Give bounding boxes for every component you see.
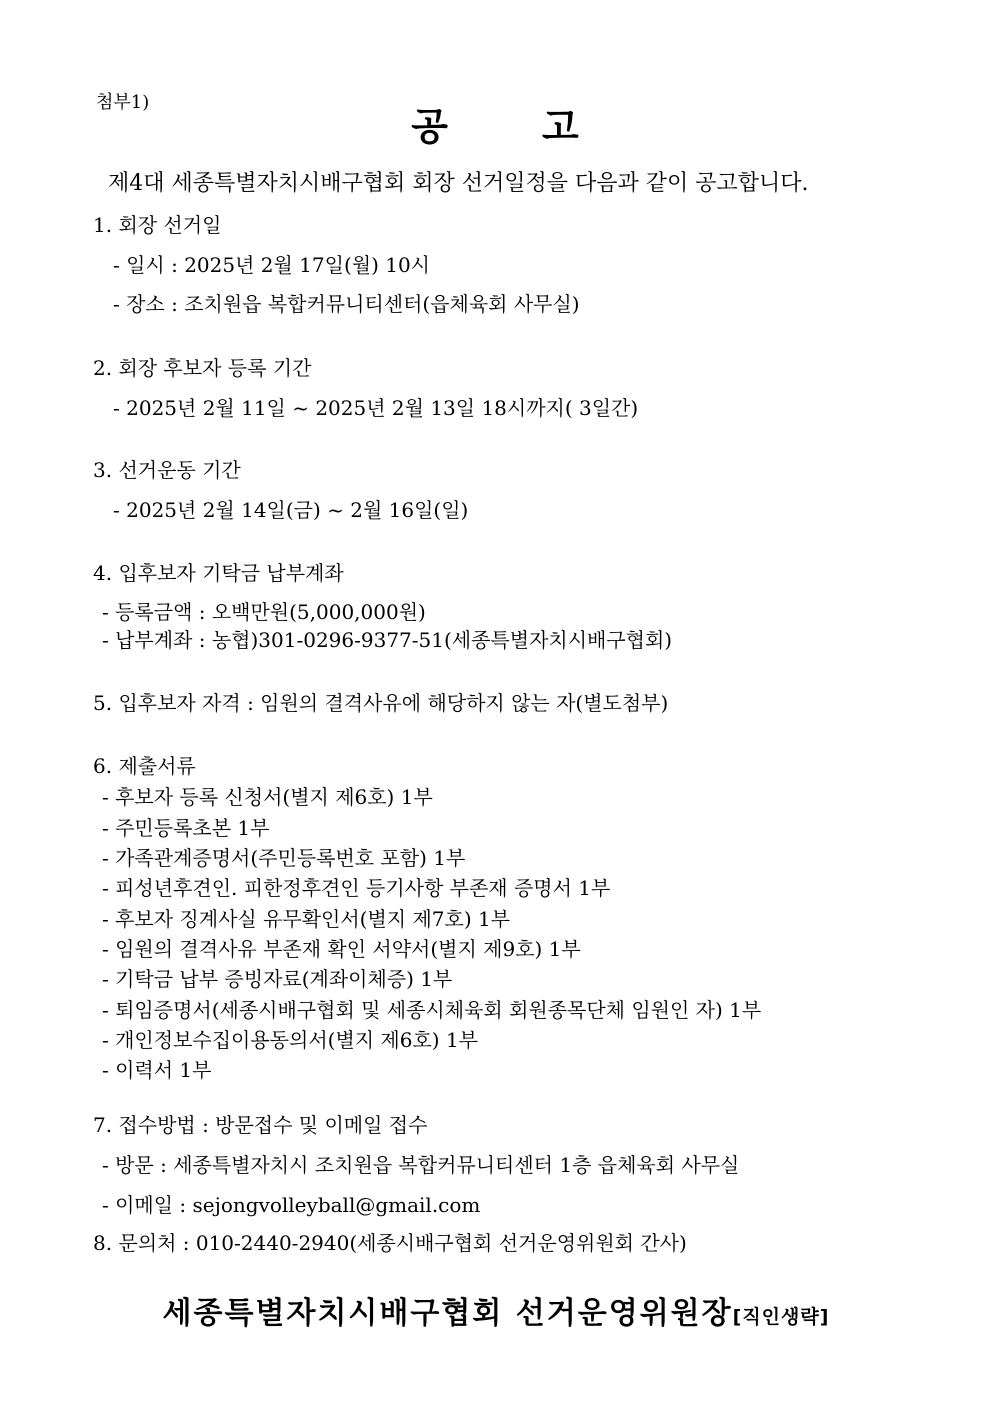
document-item: - 기탁금 납부 증빙자료(계좌이체증) 1부 [102,967,453,991]
section-item: - 납부계좌 : 농협)301-0296-9377-51(세종특별자치시배구협회) [102,628,673,652]
section-item: - 이메일 : sejongvolleyball@gmail.com [102,1193,481,1217]
document-item: - 피성년후견인. 피한정후견인 등기사항 부존재 증명서 1부 [102,876,611,900]
document-item: - 주민등록초본 1부 [102,816,270,840]
section-heading: 4. 입후보자 기탁금 납부계좌 [93,561,344,585]
section-heading: 6. 제출서류 [93,754,196,778]
issuer-name: 세종특별자치시배구협회 선거운영위원장 [162,1296,733,1331]
seal-note: [직인생략] [732,1306,830,1328]
section-item: - 일시 : 2025년 2월 17일(월) 10시 [113,253,431,277]
section-item: - 2025년 2월 11일 ~ 2025년 2월 13일 18시까지( 3일간) [113,396,639,420]
attachment-label: 첨부1) [96,92,150,113]
intro-text: 제4대 세종특별자치시배구협회 회장 선거일정을 다음과 같이 공고합니다. [108,171,809,196]
section-item: - 장소 : 조치원읍 복합커뮤니티센터(읍체육회 사무실) [113,292,580,316]
section-item: - 등록금액 : 오백만원(5,000,000원) [102,600,426,624]
page-title [0,102,992,152]
section-heading: 1. 회장 선거일 [93,213,222,237]
issuer-signature [0,1294,992,1337]
title-char-1: 공 [411,105,450,149]
section-heading: 8. 문의처 : 010-2440-2940(세종시배구협회 선거운영위원회 간사) [93,1231,687,1255]
document-item: - 퇴임증명서(세종시배구협회 및 세종시체육회 회원종목단체 임원인 자) 1부 [102,998,762,1022]
section-heading: 5. 입후보자 자격 : 임원의 결격사유에 해당하지 않는 자(별도첨부) [93,691,669,715]
document-item: - 후보자 등록 신청서(별지 제6호) 1부 [102,785,433,809]
section-heading: 3. 선거운동 기간 [93,458,241,482]
document-item: - 후보자 징계사실 유무확인서(별지 제7호) 1부 [102,907,511,931]
title-char-2: 고 [542,105,581,149]
section-item: - 2025년 2월 14일(금) ~ 2월 16일(일) [113,498,469,522]
document-item: - 개인정보수집이용동의서(별지 제6호) 1부 [102,1028,479,1052]
section-heading: 7. 접수방법 : 방문접수 및 이메일 접수 [93,1113,428,1137]
document-item: - 가족관계증명서(주민등록번호 포함) 1부 [102,846,466,870]
section-heading: 2. 회장 후보자 등록 기간 [93,356,312,380]
document-item: - 이력서 1부 [102,1058,212,1082]
section-item: - 방문 : 세종특별자치시 조치원읍 복합커뮤니티센터 1층 읍체육회 사무실 [102,1153,740,1177]
document-item: - 임원의 결격사유 부존재 확인 서약서(별지 제9호) 1부 [102,937,581,961]
